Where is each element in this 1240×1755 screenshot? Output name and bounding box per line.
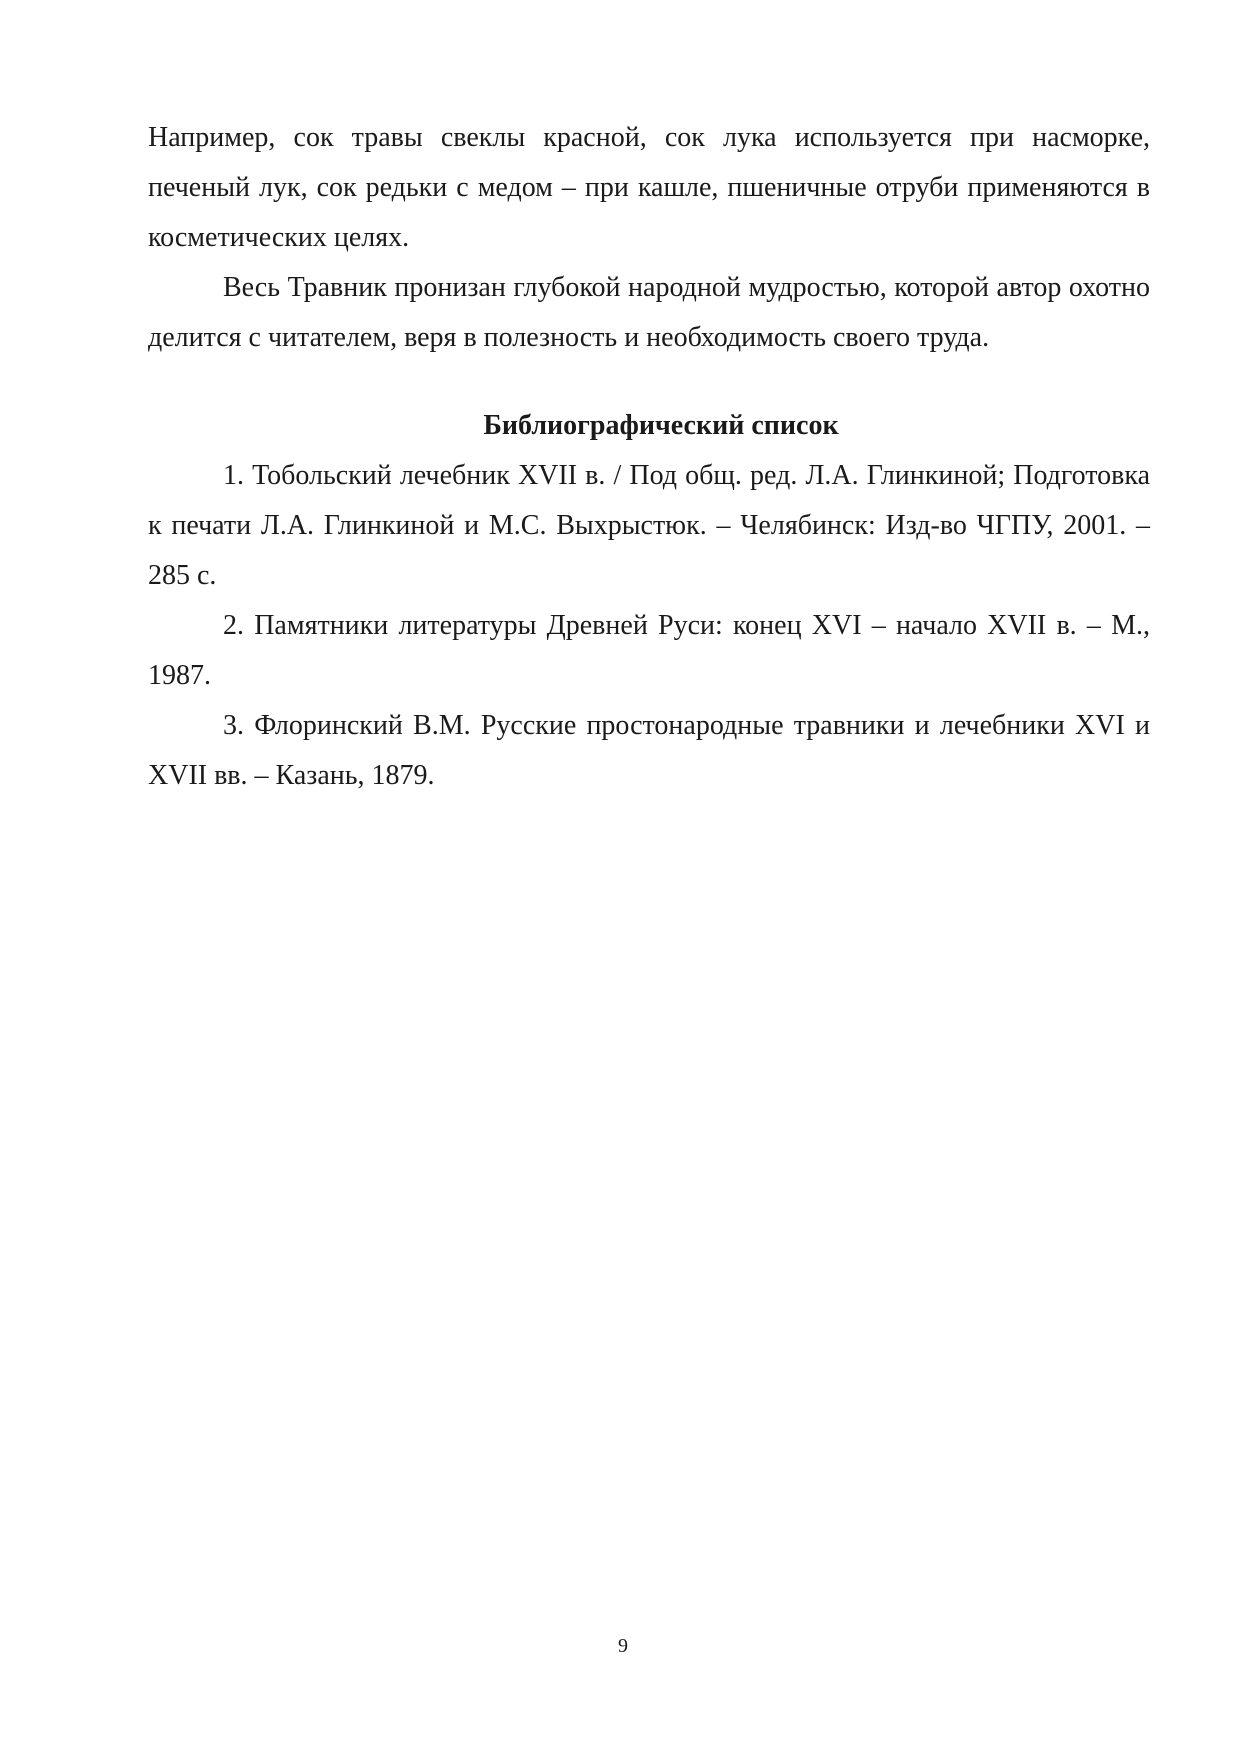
bibliography-title: Библиографический список (483, 410, 839, 441)
bibliography-item: 2. Памятники литературы Древней Руси: конец XVI – начало XVII в. – М., 1987. (148, 610, 1150, 691)
bibliography-item: 3. Флоринский В.М. Русские простонародные травники и лечебники XVI и XVII вв. – Казань, 1879. (148, 710, 1150, 791)
page-number: 9 (618, 1635, 628, 1657)
paragraph-remedies: Например, сок травы свеклы красной, сок лука используется при насморке, печеный лук, сок редьки с медом – при кашле, пшеничные отруби применяются в косметических целях. (148, 122, 1150, 253)
bibliography-list (148, 451, 1150, 801)
bibliography-item: 1. Тобольский лечебник XVII в. / Под общ. ред. Л.А. Глинкиной; Подготовка к печати Л.А. Глинкиной и М.С. Выхрыстюк. – Челябинск: Изд-во ЧГПУ, 2001. – 285 с. (148, 460, 1150, 591)
page-body (148, 113, 1150, 801)
paragraph-conclusion: Весь Травник пронизан глубокой народной мудростью, которой автор охотно делится с читателем, веря в полезность и необходимость своего труда. (148, 272, 1150, 353)
